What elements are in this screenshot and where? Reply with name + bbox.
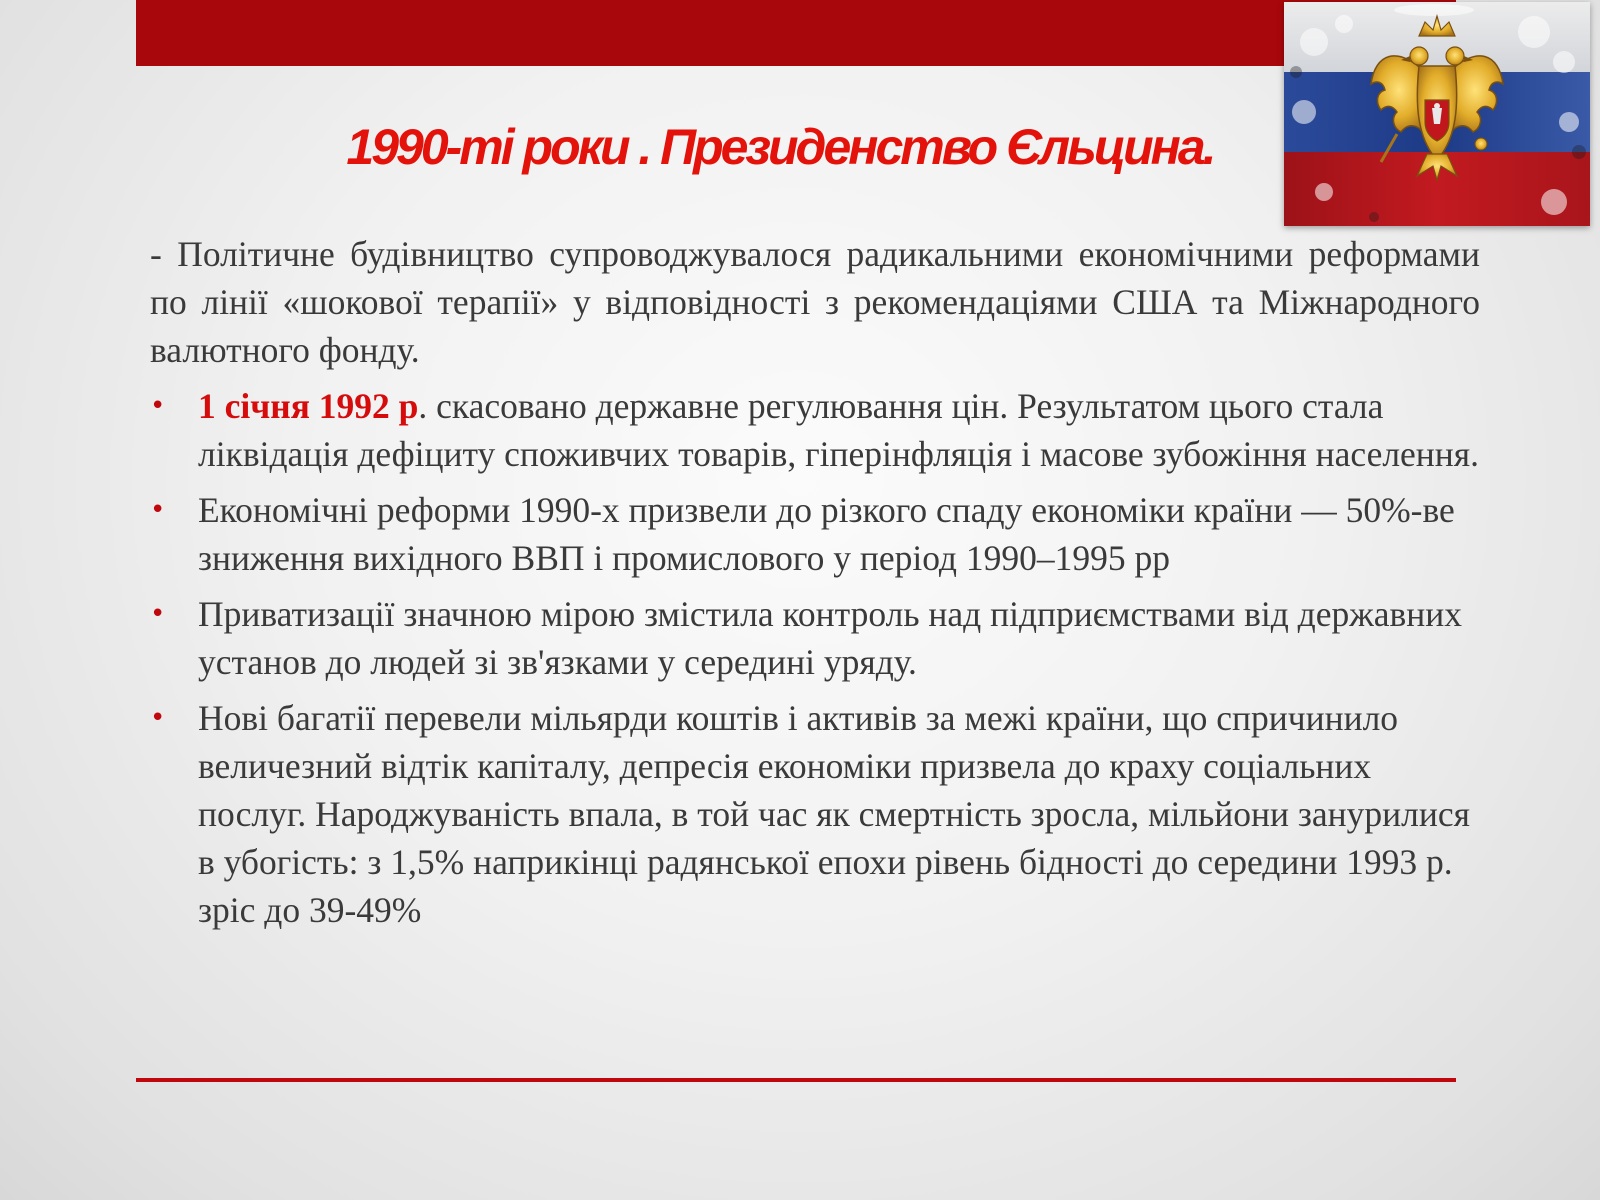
bullet-list: [150, 382, 1480, 934]
bullet-item: [150, 694, 1480, 934]
bullet-text: Економічні реформи 1990-х призвели до різкого спаду економіки країни — 50%-ве зниження вихідного ВВП і промислового у період 1990–1995 рр: [198, 490, 1455, 578]
intro-paragraph: - Політичне будівництво супроводжувалося радикальними економічними реформами по лінії «шокової терапії» у відповідності з рекомендаціями США та Міжнародного валютного фонду.: [150, 234, 1480, 370]
flag-icon: [1284, 2, 1590, 226]
bullet-icon: •: [150, 599, 166, 629]
bullet-item: [150, 382, 1480, 478]
bullet-item: [150, 486, 1480, 582]
bullet-icon: •: [150, 703, 166, 733]
bullet-text: Нові багатії перевели мільярди коштів і активів за межі країни, що спричинило величезний відтік капіталу, депресія економіки призвела до краху соціальних послуг. Народжуваність впала, в той час як смертність зросла, мільйони занурилися в убогість: з 1,5% наприкінці радянської епохи рівень бідності до середини 1993 р. зріс до 39-49%: [198, 698, 1470, 930]
slide-title: 1990-ті роки . Президенство Єльцина.: [346, 119, 1214, 175]
bullet-text: . скасовано державне регулювання цін. Результатом цього стала ліквідація дефіциту споживчих товарів, гіперінфляція і масове зубожіння населення.: [198, 386, 1479, 474]
slide-body: [150, 230, 1480, 942]
bullet-text: Приватизації значною мірою змістила контроль над підприємствами від державних установ до людей зі зв'язками у середині уряду.: [198, 594, 1463, 682]
bottom-accent-rule: [136, 1078, 1456, 1082]
bullet-icon: •: [150, 391, 166, 421]
russian-flag-coat-of-arms-image: [1284, 2, 1590, 226]
bullet-icon: •: [150, 495, 166, 525]
highlighted-date: 1 січня 1992 р: [198, 386, 419, 426]
top-accent-bar: [136, 0, 1456, 66]
bullet-item: [150, 590, 1480, 686]
